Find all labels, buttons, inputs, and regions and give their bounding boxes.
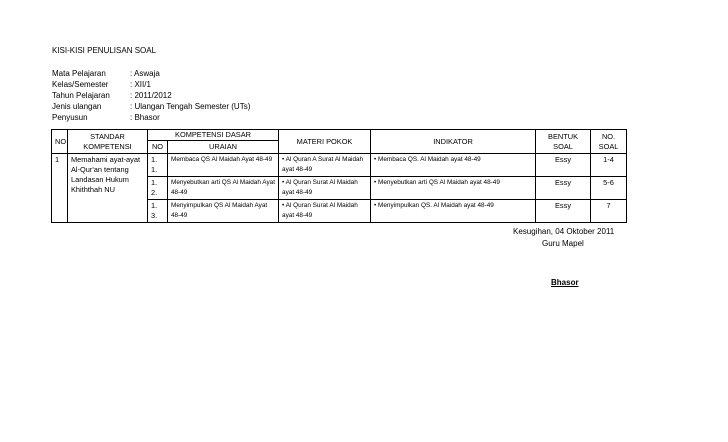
no-soal-cell: 7 — [591, 200, 627, 223]
meta-value: : Bhasor — [130, 113, 160, 122]
materi-cell: • Al Quran Surat Al Maidah ayat 48-49 — [279, 200, 371, 223]
no-soal-cell: 5-6 — [591, 177, 627, 200]
meta-value: : Aswaja — [130, 69, 160, 78]
header-kd-uraian: URAIAN — [168, 141, 279, 154]
meta-value: : Ulangan Tengah Semester (UTs) — [130, 102, 251, 111]
kd-uraian-cell: Menyebutkan arti QS Al Maidah Ayat 48-49 — [168, 177, 279, 200]
kd-uraian-cell: Membaca QS Al Maidah Ayat 48-49 — [168, 154, 279, 177]
meta-block — [52, 68, 250, 123]
header-no-soal: NO. SOAL — [591, 130, 627, 154]
header-bentuk-soal: BENTUK SOAL — [536, 130, 591, 154]
meta-value: : XII/1 — [130, 80, 151, 89]
signature-role: Guru Mapel — [542, 239, 584, 248]
kd-no-cell: 1. 2. — [148, 177, 168, 200]
materi-cell: • Al Quran A Surat Al Maidah ayat 48-49 — [279, 154, 371, 177]
kd-uraian-cell: Menyimpulkan QS Al Maidah Ayat 48-49 — [168, 200, 279, 223]
header-no: NO — [52, 130, 68, 154]
header-kompetensi-dasar: KOMPETENSI DASAR — [148, 130, 279, 141]
meta-label: Penyusun — [52, 113, 88, 122]
bentuk-cell: Essy — [536, 200, 591, 223]
kisi-kisi-table — [51, 129, 627, 223]
table-row — [52, 154, 627, 177]
header-standar-kompetensi: STANDAR KOMPETENSI — [68, 130, 148, 154]
document-title: KISI-KISI PENULISAN SOAL — [52, 46, 157, 55]
table-header-row — [52, 130, 627, 141]
bentuk-cell: Essy — [536, 154, 591, 177]
no-soal-cell: 1-4 — [591, 154, 627, 177]
kd-no-cell: 1. 3. — [148, 200, 168, 223]
meta-row-subject — [52, 68, 250, 79]
header-kd-no: NO — [148, 141, 168, 154]
meta-label: Kelas/Semester — [52, 80, 109, 89]
header-materi-pokok: MATERI POKOK — [279, 130, 371, 154]
signature-name: Bhasor — [551, 278, 579, 287]
meta-row-exam-type — [52, 101, 250, 112]
indikator-cell: • Menyimpulkan QS. Al Maidah ayat 48-49 — [371, 200, 536, 223]
meta-row-class — [52, 79, 250, 90]
bentuk-cell: Essy — [536, 177, 591, 200]
materi-cell: • Al Quran Surat Al Maidah ayat 48-49 — [279, 177, 371, 200]
signature-place-date: Kesugihan, 04 Oktober 2011 — [513, 227, 615, 236]
meta-label: Mata Pelajaran — [52, 69, 106, 78]
standar-no-cell: 1 — [52, 154, 68, 223]
header-indikator: INDIKATOR — [371, 130, 536, 154]
indikator-cell: • Menyebutkan arti QS Al Maidah ayat 48-49 — [371, 177, 536, 200]
meta-value: : 2011/2012 — [130, 91, 172, 100]
meta-row-author — [52, 112, 250, 123]
meta-row-year — [52, 90, 250, 101]
kd-no-cell: 1. 1. — [148, 154, 168, 177]
meta-label: Jenis ulangan — [52, 102, 102, 111]
meta-label: Tahun Pelajaran — [52, 91, 110, 100]
standar-text-cell: Memahami ayat-ayat Al-Qur'an tentang Landasan Hukum Khiththah NU — [68, 154, 148, 223]
indikator-cell: • Membaca QS. Al Maidah ayat 48-49 — [371, 154, 536, 177]
